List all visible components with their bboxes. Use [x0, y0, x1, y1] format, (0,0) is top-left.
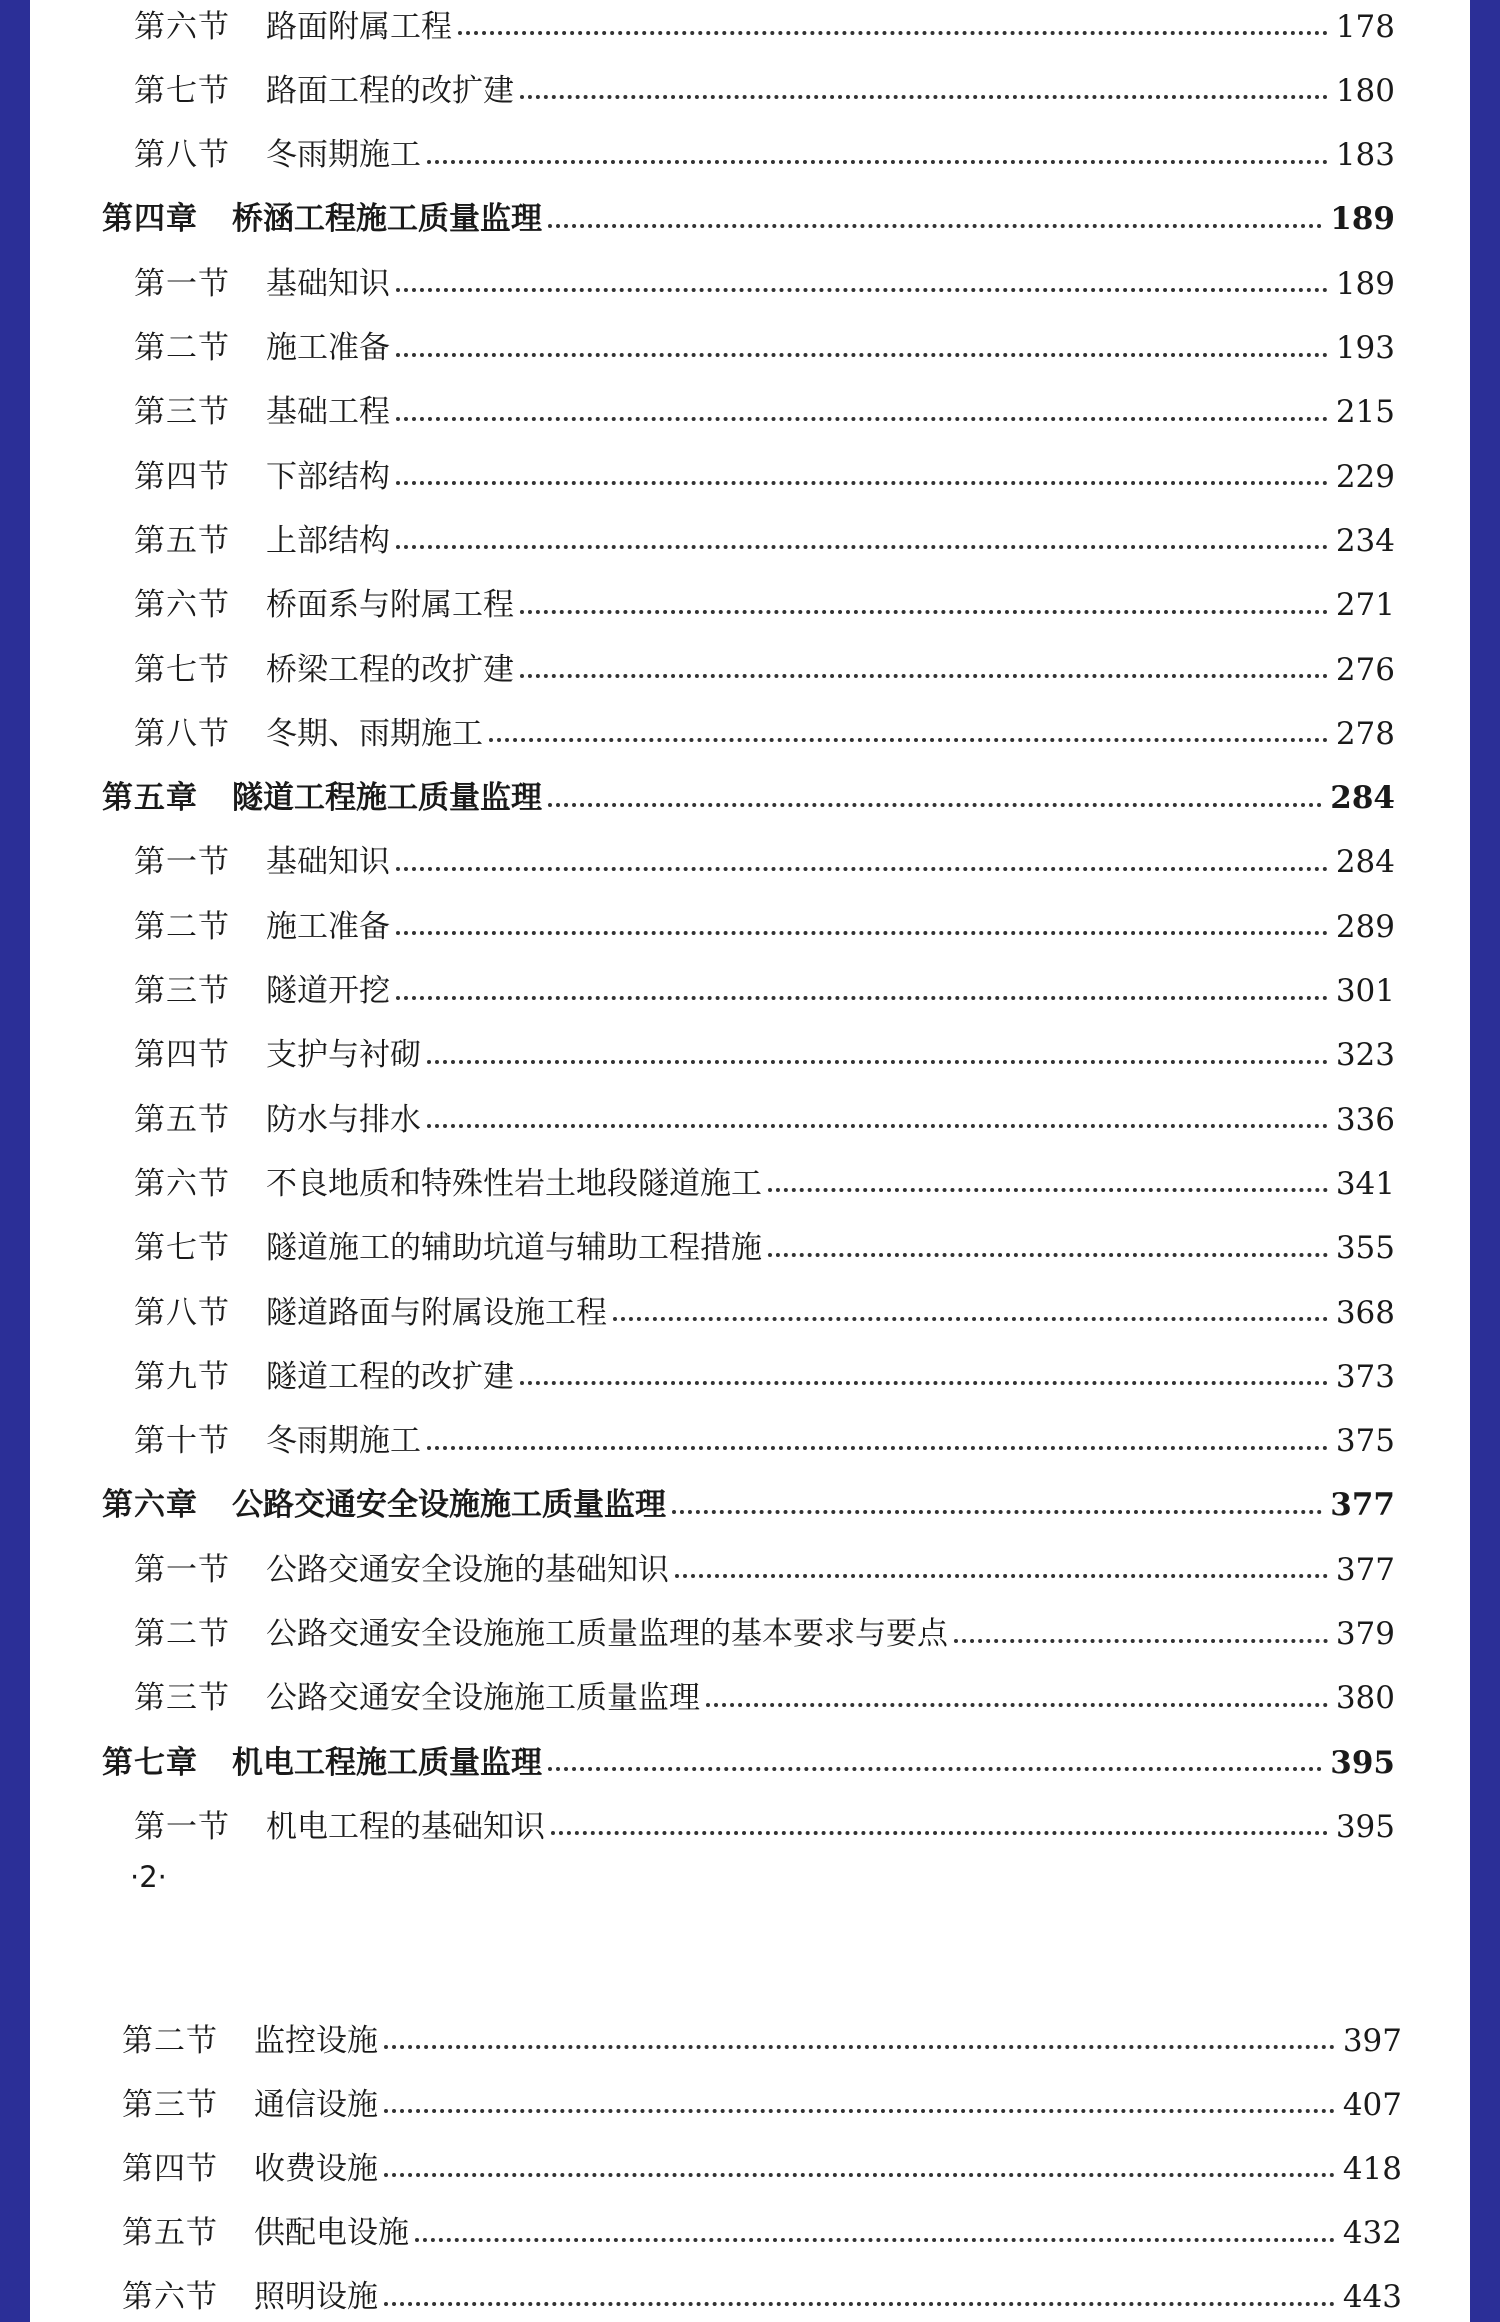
section-title: 基础工程 [266, 394, 390, 431]
toc-section-entry [30, 2137, 1470, 2201]
dot-leader [396, 481, 1328, 485]
section-title: 桥面系与附属工程 [266, 587, 514, 624]
section-number: 第四节 [122, 2150, 218, 2187]
section-title: 基础知识 [266, 265, 390, 302]
toc-section-entry [30, 1152, 1470, 1216]
toc-section-entry [30, 1217, 1470, 1281]
section-number: 第三节 [122, 2086, 218, 2123]
dot-leader [427, 160, 1328, 164]
page-number: 301 [1335, 973, 1395, 1009]
page-number: 276 [1335, 651, 1395, 688]
page-number: 193 [1335, 330, 1395, 366]
page-number: 432 [1342, 2215, 1402, 2252]
section-number: 第十节 [134, 1423, 230, 1460]
dot-leader [427, 1060, 1328, 1064]
dot-leader [768, 1253, 1328, 1257]
toc-section-entry [30, 317, 1470, 381]
section-title: 下部结构 [266, 458, 390, 495]
page-number: 336 [1335, 1101, 1395, 1138]
chapter-title: 机电工程施工质量监理 [232, 1744, 542, 1781]
dot-leader [551, 1831, 1328, 1835]
section-title: 机电工程的基础知识 [266, 1808, 545, 1845]
toc-section-entry [30, 1795, 1470, 1859]
toc-section-entry [30, 2202, 1470, 2266]
toc-section-entry [30, 1667, 1470, 1731]
dot-leader [458, 31, 1328, 35]
toc-section-entry [30, 2266, 1470, 2322]
dot-leader [396, 931, 1328, 935]
section-number: 第一节 [134, 265, 230, 302]
dot-leader [396, 996, 1328, 1000]
page-number: 443 [1342, 2279, 1402, 2316]
toc-section-entry [30, 381, 1470, 445]
section-number: 第六节 [134, 1165, 230, 1202]
dot-leader [672, 1510, 1322, 1514]
toc-section-entry [30, 960, 1470, 1024]
toc-chapter-entry [30, 767, 1470, 831]
page-number: 375 [1335, 1423, 1395, 1460]
chapter-title: 公路交通安全设施施工质量监理 [232, 1487, 666, 1524]
toc-section-entry [30, 0, 1470, 59]
dot-leader [415, 2238, 1335, 2242]
section-title: 收费设施 [254, 2150, 378, 2187]
dot-leader [427, 1446, 1328, 1450]
toc-section-entry [30, 574, 1470, 638]
toc-section-entry [30, 252, 1470, 316]
toc-section-entry [30, 1345, 1470, 1409]
page-number: 397 [1342, 2022, 1402, 2059]
chapter-number: 第六章 [102, 1487, 198, 1524]
section-number: 第六节 [134, 8, 230, 45]
toc-chapter-entry [30, 1731, 1470, 1795]
section-title: 隧道工程的改扩建 [266, 1358, 514, 1395]
section-title: 公路交通安全设施施工质量监理 [266, 1680, 700, 1717]
toc-section-entry [30, 2009, 1470, 2073]
dot-leader [384, 2109, 1335, 2113]
toc-section-entry [30, 445, 1470, 509]
section-number: 第一节 [134, 1808, 230, 1845]
dot-leader [384, 2045, 1335, 2049]
toc-section-entry [30, 1410, 1470, 1474]
page-number: 368 [1335, 1294, 1395, 1331]
page-number: 284 [1335, 844, 1395, 881]
toc-page-1 [30, 0, 1470, 1940]
dot-leader [396, 288, 1328, 292]
toc-section-entry [30, 895, 1470, 959]
section-title: 供配电设施 [254, 2215, 409, 2252]
toc-chapter-entry [30, 1474, 1470, 1538]
section-title: 冬期、雨期施工 [266, 715, 483, 752]
section-number: 第五节 [134, 1101, 230, 1138]
section-title: 防水与排水 [266, 1101, 421, 1138]
page-number: 180 [1335, 72, 1395, 109]
section-title: 上部结构 [266, 522, 390, 559]
section-title: 隧道施工的辅助坑道与辅助工程措施 [266, 1230, 762, 1267]
toc-section-entry [30, 1603, 1470, 1667]
section-title: 公路交通安全设施施工质量监理的基本要求与要点 [266, 1616, 948, 1652]
section-number: 第八节 [134, 1294, 230, 1331]
section-number: 第八节 [134, 137, 230, 174]
section-number: 第一节 [134, 1551, 230, 1588]
section-number: 第七节 [134, 72, 230, 109]
page-number: 341 [1335, 1165, 1395, 1202]
toc-section-entry [30, 509, 1470, 573]
toc-section-entry [30, 1024, 1470, 1088]
dot-leader [520, 610, 1328, 614]
section-title: 支护与衬砌 [266, 1037, 421, 1074]
dot-leader [427, 1124, 1328, 1128]
section-title: 施工准备 [266, 330, 390, 366]
chapter-title: 桥涵工程施工质量监理 [232, 201, 542, 238]
page-number: 379 [1335, 1616, 1395, 1652]
section-title: 基础知识 [266, 844, 390, 881]
section-title: 冬雨期施工 [266, 137, 421, 174]
toc-section-entry [30, 1088, 1470, 1152]
section-title: 隧道开挖 [266, 973, 390, 1009]
page-number: 189 [1330, 201, 1395, 238]
section-number: 第六节 [134, 587, 230, 624]
chapter-title: 隧道工程施工质量监理 [232, 780, 542, 817]
page-number: 284 [1330, 780, 1395, 817]
dot-leader [520, 674, 1328, 678]
page-number: 395 [1335, 1808, 1395, 1845]
dot-leader [396, 417, 1328, 421]
page-number: 407 [1342, 2086, 1402, 2123]
page-number: 278 [1335, 715, 1395, 752]
dot-leader [396, 545, 1328, 549]
section-title: 隧道路面与附属设施工程 [266, 1294, 607, 1331]
page-number: 373 [1335, 1358, 1395, 1395]
dot-leader [768, 1188, 1328, 1192]
toc-section-entry [30, 59, 1470, 123]
section-number: 第六节 [122, 2279, 218, 2316]
page-number: 189 [1335, 265, 1395, 302]
page-number: 178 [1335, 8, 1395, 45]
page-number: 323 [1335, 1037, 1395, 1074]
section-number: 第五节 [134, 522, 230, 559]
section-number: 第二节 [134, 330, 230, 366]
section-number: 第九节 [134, 1358, 230, 1395]
section-number: 第一节 [134, 844, 230, 881]
section-title: 不良地质和特殊性岩土地段隧道施工 [266, 1165, 762, 1202]
chapter-number: 第七章 [102, 1744, 198, 1781]
chapter-number: 第五章 [102, 780, 198, 817]
section-number: 第三节 [134, 1680, 230, 1717]
dot-leader [675, 1574, 1328, 1578]
toc-page-2 [30, 1940, 1470, 2322]
page-number: 395 [1330, 1744, 1395, 1781]
section-number: 第七节 [134, 1230, 230, 1267]
section-number: 第二节 [134, 908, 230, 945]
toc-section-entry [30, 2073, 1470, 2137]
toc-section-entry [30, 702, 1470, 766]
section-title: 桥梁工程的改扩建 [266, 651, 514, 688]
toc-section-entry [30, 1538, 1470, 1602]
section-number: 第二节 [134, 1616, 230, 1652]
dot-leader [384, 2302, 1335, 2306]
dot-leader [548, 803, 1322, 807]
dot-leader [954, 1639, 1328, 1643]
page-number: 183 [1335, 137, 1395, 174]
dot-leader [520, 95, 1328, 99]
section-number: 第七节 [134, 651, 230, 688]
section-number: 第三节 [134, 973, 230, 1009]
section-title: 监控设施 [254, 2022, 378, 2059]
page-folio: ·2· [130, 1860, 167, 1894]
dot-leader [548, 1767, 1322, 1771]
toc-section-entry [30, 124, 1470, 188]
section-title: 施工准备 [266, 908, 390, 945]
toc-section-entry [30, 831, 1470, 895]
section-title: 冬雨期施工 [266, 1423, 421, 1460]
page-number: 289 [1335, 908, 1395, 945]
section-number: 第四节 [134, 458, 230, 495]
toc-section-entry [30, 638, 1470, 702]
page-number: 377 [1330, 1487, 1395, 1524]
section-number: 第五节 [122, 2215, 218, 2252]
dot-leader [384, 2173, 1335, 2177]
dot-leader [396, 353, 1328, 357]
section-number: 第三节 [134, 394, 230, 431]
dot-leader [613, 1317, 1328, 1321]
page-number: 234 [1335, 522, 1395, 559]
page-number: 377 [1335, 1551, 1395, 1588]
chapter-number: 第四章 [102, 201, 198, 238]
toc-section-entry [30, 1281, 1470, 1345]
page-number: 380 [1335, 1680, 1395, 1717]
section-number: 第二节 [122, 2022, 218, 2059]
page-number: 355 [1335, 1230, 1395, 1267]
page-number: 229 [1335, 458, 1395, 495]
dot-leader [489, 738, 1328, 742]
section-title: 通信设施 [254, 2086, 378, 2123]
dot-leader [548, 224, 1322, 228]
page-number: 271 [1335, 587, 1395, 624]
dot-leader [520, 1381, 1328, 1385]
page-number: 418 [1342, 2150, 1402, 2187]
section-title: 路面附属工程 [266, 8, 452, 45]
dot-leader [396, 867, 1328, 871]
dot-leader [706, 1703, 1328, 1707]
toc-chapter-entry [30, 188, 1470, 252]
section-title: 路面工程的改扩建 [266, 72, 514, 109]
section-number: 第四节 [134, 1037, 230, 1074]
page-number: 215 [1335, 394, 1395, 431]
section-title: 照明设施 [254, 2279, 378, 2316]
section-number: 第八节 [134, 715, 230, 752]
section-title: 公路交通安全设施的基础知识 [266, 1551, 669, 1588]
